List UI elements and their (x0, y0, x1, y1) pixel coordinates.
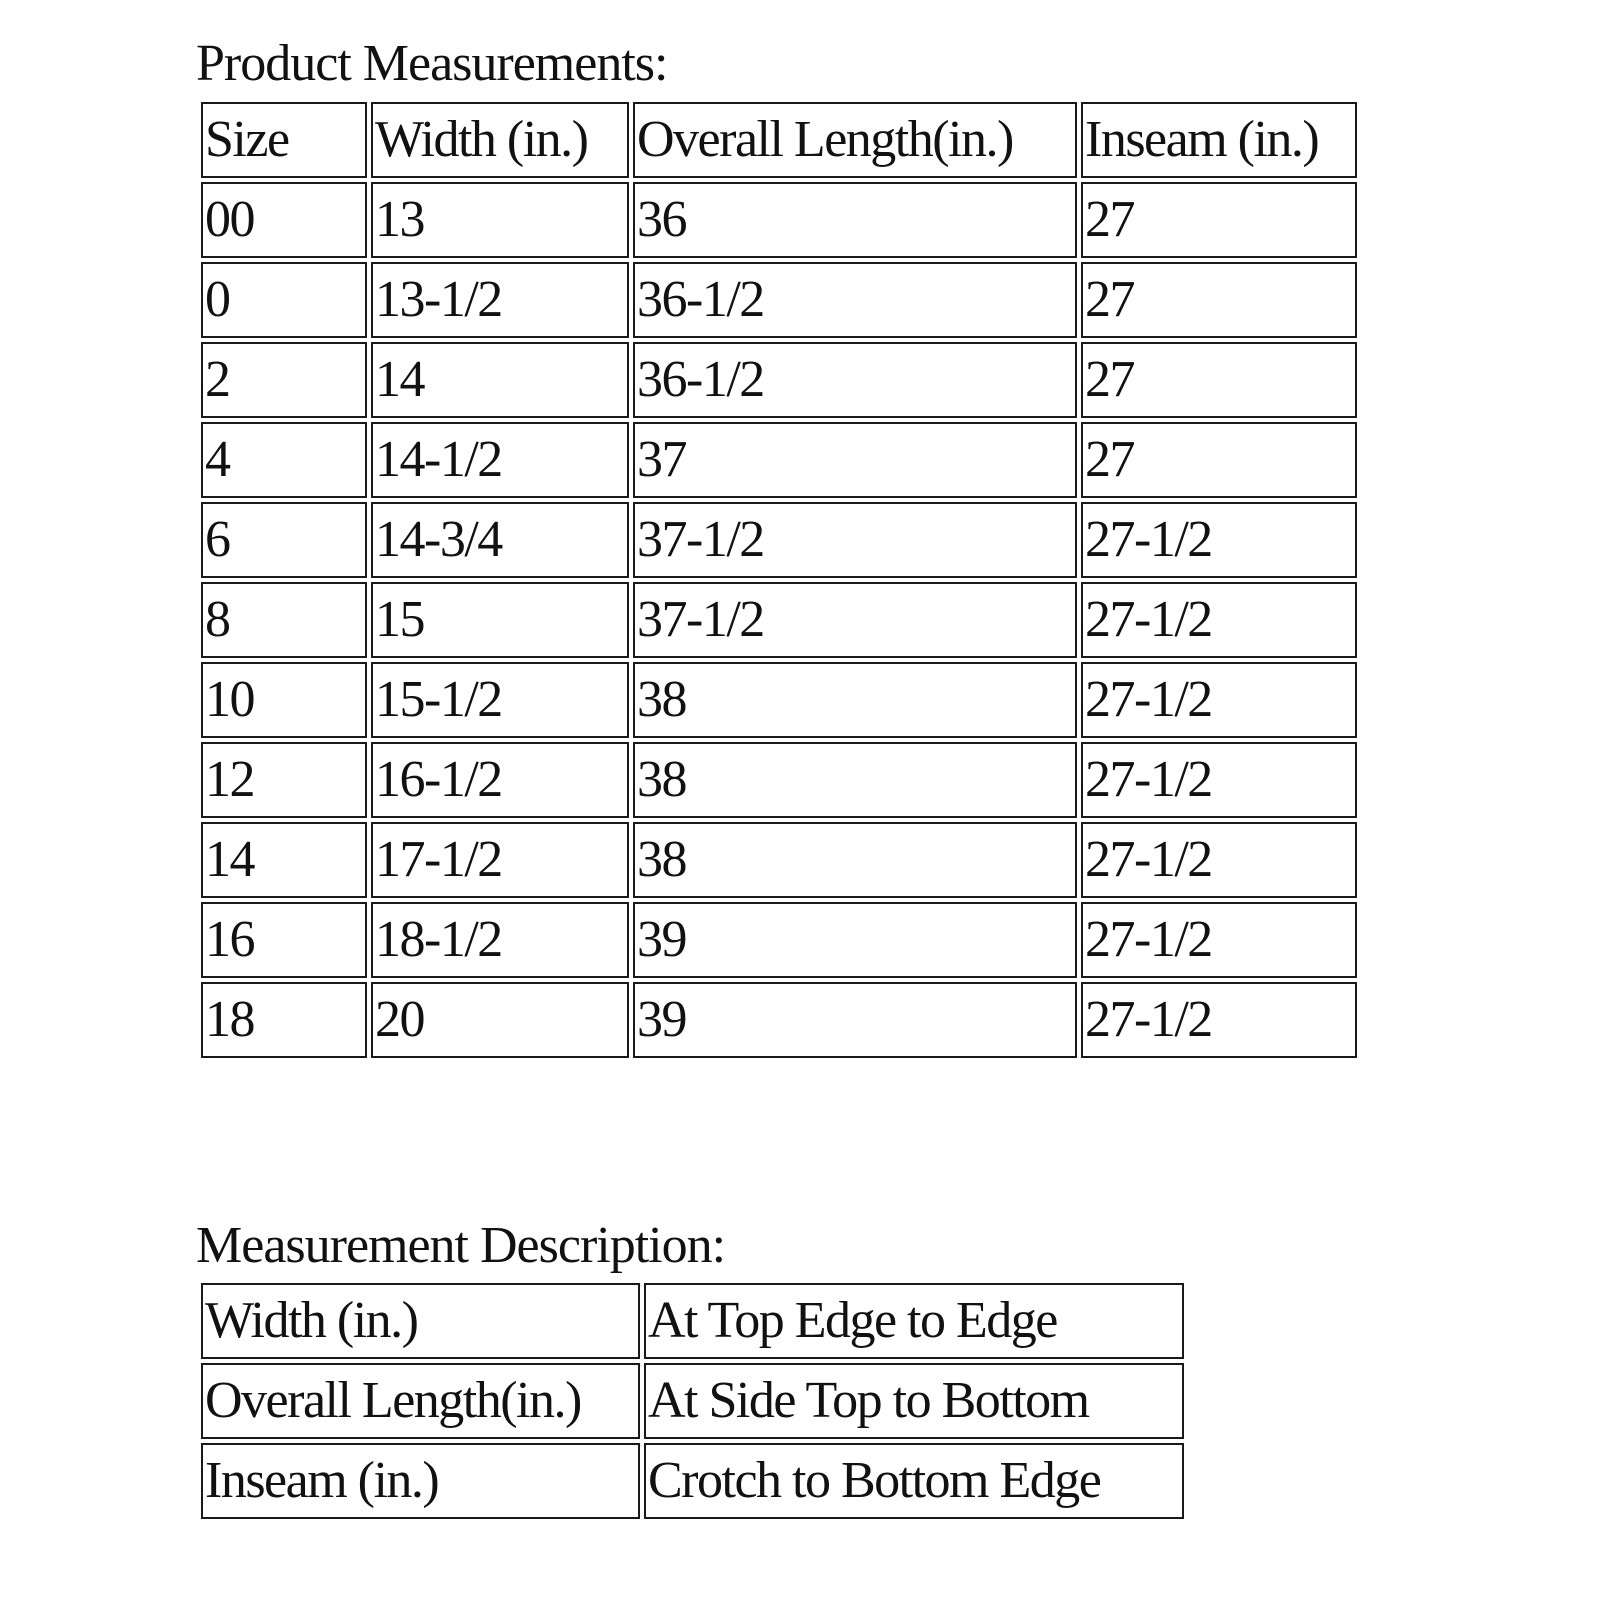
table-row (201, 982, 1357, 1058)
measurement-description-body (201, 1283, 1184, 1519)
width-cell: 14-1/2 (371, 422, 629, 498)
overall-length-cell: 37-1/2 (633, 582, 1077, 658)
size-cell: 10 (201, 662, 367, 738)
product-measurements-body (201, 102, 1357, 1058)
size-header: Size (201, 102, 367, 178)
inseam-header: Inseam (in.) (1081, 102, 1357, 178)
header-row (201, 102, 1357, 178)
overall-length-cell: 37 (633, 422, 1077, 498)
width-cell: 20 (371, 982, 629, 1058)
measurement-description-title: Measurement Description: (196, 1217, 726, 1274)
size-cell: 18 (201, 982, 367, 1058)
measurement-name-cell: Width (in.) (201, 1283, 640, 1359)
inseam-cell: 27-1/2 (1081, 582, 1357, 658)
size-cell: 4 (201, 422, 367, 498)
table-row (201, 822, 1357, 898)
table-row (201, 902, 1357, 978)
overall-length-cell: 39 (633, 982, 1077, 1058)
table-row (201, 182, 1357, 258)
overall-length-header: Overall Length(in.) (633, 102, 1077, 178)
inseam-cell: 27-1/2 (1081, 662, 1357, 738)
width-cell: 14-3/4 (371, 502, 629, 578)
width-cell: 14 (371, 342, 629, 418)
overall-length-cell: 38 (633, 822, 1077, 898)
size-cell: 0 (201, 262, 367, 338)
table-row (201, 342, 1357, 418)
overall-length-cell: 37-1/2 (633, 502, 1077, 578)
description-row (201, 1283, 1184, 1359)
inseam-cell: 27-1/2 (1081, 822, 1357, 898)
inseam-cell: 27 (1081, 182, 1357, 258)
size-cell: 2 (201, 342, 367, 418)
inseam-cell: 27-1/2 (1081, 502, 1357, 578)
measurement-description-cell: Crotch to Bottom Edge (644, 1443, 1184, 1519)
table-row (201, 582, 1357, 658)
size-cell: 12 (201, 742, 367, 818)
width-cell: 17-1/2 (371, 822, 629, 898)
size-cell: 00 (201, 182, 367, 258)
product-measurements-title: Product Measurements: (196, 35, 668, 92)
overall-length-cell: 38 (633, 742, 1077, 818)
size-cell: 8 (201, 582, 367, 658)
size-cell: 14 (201, 822, 367, 898)
width-cell: 16-1/2 (371, 742, 629, 818)
measurement-description-cell: At Side Top to Bottom (644, 1363, 1184, 1439)
description-row (201, 1443, 1184, 1519)
overall-length-cell: 36-1/2 (633, 342, 1077, 418)
inseam-cell: 27-1/2 (1081, 742, 1357, 818)
overall-length-cell: 39 (633, 902, 1077, 978)
width-cell: 13 (371, 182, 629, 258)
measurement-name-cell: Inseam (in.) (201, 1443, 640, 1519)
width-header: Width (in.) (371, 102, 629, 178)
table-row (201, 742, 1357, 818)
measurement-name-cell: Overall Length(in.) (201, 1363, 640, 1439)
table-row (201, 422, 1357, 498)
overall-length-cell: 36 (633, 182, 1077, 258)
table-row (201, 662, 1357, 738)
overall-length-cell: 38 (633, 662, 1077, 738)
width-cell: 15 (371, 582, 629, 658)
table-row (201, 262, 1357, 338)
inseam-cell: 27-1/2 (1081, 902, 1357, 978)
description-row (201, 1363, 1184, 1439)
product-measurements-table (197, 98, 1361, 1062)
inseam-cell: 27 (1081, 422, 1357, 498)
size-cell: 6 (201, 502, 367, 578)
inseam-cell: 27 (1081, 262, 1357, 338)
width-cell: 18-1/2 (371, 902, 629, 978)
size-cell: 16 (201, 902, 367, 978)
width-cell: 15-1/2 (371, 662, 629, 738)
measurement-description-table (197, 1279, 1188, 1523)
inseam-cell: 27 (1081, 342, 1357, 418)
table-row (201, 502, 1357, 578)
measurement-description-cell: At Top Edge to Edge (644, 1283, 1184, 1359)
width-cell: 13-1/2 (371, 262, 629, 338)
inseam-cell: 27-1/2 (1081, 982, 1357, 1058)
overall-length-cell: 36-1/2 (633, 262, 1077, 338)
